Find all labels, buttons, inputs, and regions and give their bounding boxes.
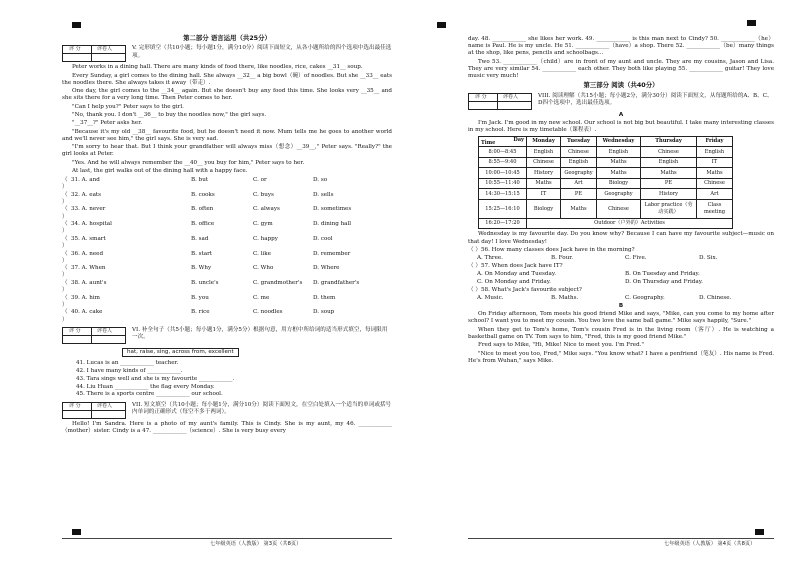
option: C. On Monday and Friday.: [477, 278, 551, 285]
answer-bracket: （ ）: [62, 265, 68, 279]
paragraph: Fred says to Mike, "Hi, Mike! Nice to meet you. I'm Fred.": [478, 342, 645, 349]
grader-label: 评卷人: [97, 46, 113, 53]
question: （ ）58. What's Jack's favourite subject?: [468, 286, 582, 293]
cloze-option: D. grandfather's: [313, 279, 360, 286]
cloze-option: D. cool: [313, 235, 333, 242]
paragraph: On Friday afternoon, Tom meets his good friend Mike and says, "Mike, can you come to my home after school? I want you to meet my cousin. You two love the same ball game." Mike says happily, "Sure.": [468, 311, 774, 325]
score-label: 评 分: [475, 93, 487, 100]
option: A. On Monday and Tuesday.: [477, 271, 557, 278]
answer-bracket: （ ）: [62, 177, 68, 191]
answer-bracket: （ ）: [62, 279, 68, 294]
paragraph: Every Sunday, a girl comes to the dining hall. She always __32__ a big bowl（碗）of noodles. But she __33__ eats the noodles there. She always takes it away（带走）.: [62, 72, 392, 86]
cloze-option: B. often: [191, 206, 214, 213]
cloze-option: C. buys: [253, 191, 274, 198]
paragraph: Wednesday is my favourite day. Do you know why? Because I can have my favourite subject—music on that day! I love Wednesday!: [468, 231, 774, 245]
cloze-option: C. noodles: [253, 309, 283, 316]
subject-cell: Biology: [597, 178, 641, 189]
part8-header: [468, 93, 774, 110]
answer-bracket: （ ）: [62, 294, 68, 308]
option: D. Chinese.: [699, 294, 732, 301]
subject-cell: Chinese: [697, 178, 733, 189]
subject-cell: IT: [697, 157, 733, 168]
paragraph: "Because it's my old __38__ favourite food, but he doesn't need it now. Mum tells me he goes to another world and we'll never see him," the girl says. She is very sad.: [62, 128, 392, 142]
subject-cell: Maths: [561, 199, 597, 218]
passage-label: A: [618, 111, 624, 118]
registration-mark: [72, 22, 81, 28]
cloze-option: B. you: [191, 294, 209, 301]
subject-cell: History: [527, 168, 561, 179]
subject-cell: Maths: [597, 157, 641, 168]
paragraph: "Nice to meet you too, Fred," Mike says. "You know what? I have a penfriend（笔友）. His name is Fred. He's from Wuhan," says Mike.: [468, 350, 774, 364]
answer-bracket: （ ）: [62, 221, 68, 235]
cloze-option: C. like: [253, 250, 271, 257]
subject-cell: Biology: [527, 199, 561, 218]
paragraph: Peter works in a dining hall. There are many kinds of food there, like noodles, rice, cakes __31__ soup.: [72, 64, 363, 71]
day-header: Wednesday: [597, 136, 641, 147]
option: C. Geography.: [625, 294, 665, 301]
subject-cell: Labor practice（劳动实践）: [641, 199, 697, 218]
subject-cell: History: [641, 189, 697, 200]
grader-label: 评卷人: [503, 93, 519, 100]
score-box: [468, 93, 532, 110]
cloze-option: B. Why: [191, 265, 212, 272]
grader-label: 评卷人: [97, 327, 113, 334]
part5-header: [62, 45, 392, 62]
option: B. On Tuesday and Friday.: [625, 271, 700, 278]
fill-item: 43. Tara sings well and she is my favourite ____________.: [76, 375, 235, 382]
cloze-option: B. rice: [191, 309, 210, 316]
fill-item: 44. Liu Huan ____________ the flag every Monday.: [76, 383, 215, 390]
option: D. Six.: [699, 255, 718, 262]
part8-heading: VIII. 阅读理解（共15小题；每小题2分，满分30分）阅读下面短文，从每题所给的A、B、C、D四个选项中，选出最佳选项。: [538, 92, 773, 107]
cloze-options: [62, 177, 392, 324]
subject-cell: English: [527, 147, 561, 158]
option: A. Three.: [477, 255, 504, 262]
subject-cell: IT: [527, 189, 561, 200]
subject-cell: Maths: [641, 168, 697, 179]
question-options: [468, 295, 774, 302]
score-label: 评 分: [69, 402, 81, 409]
subject-cell: PE: [561, 189, 597, 200]
page-footer: 七年级英语（人教版） 第3页（共8页）: [210, 541, 302, 548]
time-cell: 10:00—10:45: [479, 168, 527, 179]
cloze-option: D. sometimes: [313, 206, 352, 213]
subject-cell: Chinese: [561, 147, 597, 158]
option: B. Maths.: [551, 294, 579, 301]
option: D. On Thursday and Friday.: [625, 278, 703, 285]
time-cell: 8:00—8:45: [479, 147, 527, 158]
cloze-option: B. office: [191, 221, 215, 228]
cloze-option: C. gym: [253, 221, 273, 228]
part7-header: [62, 402, 392, 419]
paragraph: One day, the girl comes to the __34__ again. But she doesn't buy any food this time. She looks very __35__ and she sits there for a very long time. Then Peter comes to her.: [62, 88, 392, 102]
paragraph: Hello! I'm Sandra. Here is a photo of my aunt's family. This is Cindy. She is my aunt, my 46. ____________（mother）sister. Cindy is a 47. ____________（science）. She is very busy every: [62, 420, 392, 434]
option: C. Five.: [625, 255, 647, 262]
page4-column: [468, 36, 774, 366]
paragraph: "No, thank you. I don't __36__ to buy the noodles now," the girl says.: [72, 111, 267, 118]
cloze-option: C. happy: [253, 235, 278, 242]
part6-heading: VI. 补全句子（共5小题；每小题1分，满分5分）根据句意，用方框中所给词的适当形式填空，每词限用一次。: [132, 326, 388, 341]
footer-rule: [468, 538, 774, 539]
paragraph: "__37__?" Peter asks her.: [72, 120, 143, 127]
paragraph: When they get to Tom's home, Tom's cousin Fred is in the living room（客厅）. He is watching a basketball game on TV. Tom says to him, "Fred, this is my good friend Mike.": [468, 326, 774, 340]
subject-cell: Geography: [597, 189, 641, 200]
day-header: Monday: [527, 136, 561, 147]
cloze-option: 37. A. When: [71, 265, 106, 272]
fill-item: 42. I have many kinds of ____________.: [76, 367, 183, 374]
timetable-body: [479, 147, 733, 200]
subject-cell: PE: [641, 178, 697, 189]
passage-label: B: [618, 303, 624, 310]
question: （ ）57. When does Jack have IT?: [468, 263, 563, 270]
registration-mark: [747, 20, 756, 26]
subject-cell: Chinese: [641, 147, 697, 158]
paragraph: "Can I help you?" Peter says to the girl.: [72, 103, 184, 110]
cloze-option: D. so: [313, 177, 328, 184]
day-header: Thursday: [641, 136, 697, 147]
option: B. Four.: [551, 255, 574, 262]
timetable-row: [479, 157, 733, 168]
cloze-option: 33. A. never: [71, 206, 106, 213]
cloze-option: 34. A. hospital: [71, 221, 112, 228]
part7-heading: VII. 短文填空（共10小题；每小题1分，满分10分）阅读下面短文，在空白处填入一个适当的单词或括号内单词的正确形式（每空不多于两词）。: [132, 401, 392, 416]
timetable-row: [479, 178, 733, 189]
cloze-option: D. remember: [313, 250, 351, 257]
cloze-option: 40. A. cake: [71, 309, 103, 316]
score-box: [62, 327, 126, 344]
question-options: [468, 255, 774, 262]
question: （ ）56. How many classes does Jack have in the morning?: [468, 246, 635, 253]
paragraph: day. 48. ____________ she likes her work. 49. ____________ is this man next to Cindy? 50. ____________（he）name is Paul. He is my uncle. He 51. ____________（have）a shop. There 52. ____________（be）many things at the shop, like pens, pencils and schoolbags...: [468, 36, 774, 57]
timetable-row: [479, 199, 733, 218]
time-cell: 16:20—17:20: [479, 218, 527, 229]
answer-bracket: （ ）: [62, 191, 68, 205]
grader-label: 评卷人: [97, 402, 113, 409]
timetable-corner: [479, 136, 527, 147]
cloze-option: B. but: [191, 177, 209, 184]
cloze-option: B. uncle's: [191, 279, 219, 286]
registration-mark: [437, 22, 446, 28]
time-cell: 8:55—9:40: [479, 157, 527, 168]
subject-cell: Geography: [561, 168, 597, 179]
question-options: [468, 271, 774, 285]
cloze-passage: [62, 64, 392, 175]
fill-item: 45. There is a sports centre ____________ our school.: [76, 391, 223, 398]
answer-bracket: （ ）: [62, 235, 68, 250]
registration-mark: [72, 529, 81, 535]
paragraph: I'm Jack. I'm good in my new school. Our school is not big but beautiful. I take many interesting classes in my school. Here is my timetable（课程表）.: [468, 119, 774, 133]
cloze-option: D. dining hall: [313, 221, 352, 228]
cloze-option: C. Who: [253, 265, 274, 272]
section-title: 第二部分 语言运用（共25分）: [183, 34, 271, 42]
cloze-option: B. start: [191, 250, 213, 257]
section-title: 第三部分 阅读（共40分）: [583, 81, 659, 90]
day-header: Friday: [697, 136, 733, 147]
paragraph: Two 53. ____________（child）are in front of my aunt and uncle. They are my cousins, Jason and Lisa. They are very similar 54. ____________ each other. They both like playing 55. ____________ guitar! They love music very much!: [468, 58, 774, 79]
paragraph: "I'm sorry to hear that. But I think your grandfather will always miss（想念）__39__," Peter says. "Really?" the girl looks at Peter.: [62, 144, 392, 158]
subject-cell: English: [597, 147, 641, 158]
cloze-option: D. Where: [313, 265, 340, 272]
time-cell: 14:30—15:15: [479, 189, 527, 200]
time-cell: 10:55—11:40: [479, 178, 527, 189]
cloze-option: 39. A. him: [71, 294, 100, 301]
cloze-option: 35. A. smart: [71, 235, 106, 242]
subject-cell: Art: [697, 189, 733, 200]
timetable: [478, 136, 733, 230]
cloze-option: 32. A. eats: [71, 191, 102, 198]
answer-bracket: （ ）: [62, 250, 68, 264]
answer-bracket: （ ）: [62, 206, 68, 220]
part6-header: [62, 327, 392, 344]
score-label: 评 分: [69, 327, 81, 334]
subject-cell: English: [561, 157, 597, 168]
cloze-option: B. cooks: [191, 191, 215, 198]
cloze-option: C. or: [253, 177, 267, 184]
word-box: hat, raise, sing, across from, excellent: [122, 348, 239, 357]
subject-cell: English: [641, 157, 697, 168]
subject-cell: Chinese: [597, 199, 641, 218]
score-box: [62, 402, 126, 419]
cloze-option: 36. A. need: [71, 250, 104, 257]
subject-cell: Maths: [527, 178, 561, 189]
paragraph: At last, the girl walks out of the dining hall with a happy face.: [72, 167, 248, 174]
timetable-row: [479, 218, 733, 229]
corner-time: Time: [481, 139, 496, 146]
cloze-option: B. sad: [191, 235, 209, 242]
activity-cell: Outdoor（户外的）Activities: [527, 218, 733, 229]
timetable-row: [479, 168, 733, 179]
page3-column: [62, 33, 392, 436]
subject-cell: Maths: [597, 168, 641, 179]
subject-cell: Maths: [697, 168, 733, 179]
cloze-option: 31. A. and: [71, 177, 100, 184]
cloze-option: D. soup: [313, 309, 335, 316]
time-cell: 15:25—16:10: [479, 199, 527, 218]
score-label: 评 分: [69, 46, 81, 53]
cloze-option: C. always: [253, 206, 280, 213]
answer-bracket: （ ）: [62, 309, 68, 323]
timetable-row: [479, 189, 733, 200]
cloze-option: C. grandmother's: [253, 279, 303, 286]
part5-heading: V. 完形填空（共10小题；每小题1分，满分10分）阅读下面短文，从各小题所给的四个选项中选出最佳选项。: [132, 45, 392, 59]
subject-cell: Chinese: [527, 157, 561, 168]
corner-day: Day: [513, 136, 524, 143]
paragraph: "Yes. And he will always remember the __40__ you buy for him," Peter says to her.: [72, 159, 305, 166]
timetable-row: [479, 147, 733, 158]
page-footer: 七年级英语（人教版） 第4页（共8页）: [664, 541, 756, 548]
subject-cell: English: [697, 147, 733, 158]
cloze-option: 38. A. aunt's: [71, 279, 107, 286]
cloze-option: D. them: [313, 294, 336, 301]
option: A. Music.: [477, 294, 504, 301]
subject-cell: Class meeting: [697, 199, 733, 218]
fill-item: 41. Lucas is an ____________ teacher.: [76, 359, 179, 366]
cloze-option: D. sells: [313, 191, 334, 198]
day-header: Tuesday: [561, 136, 597, 147]
score-box: [62, 45, 126, 62]
footer-rule: [62, 538, 392, 539]
subject-cell: Art: [561, 178, 597, 189]
cloze-option: C. me: [253, 294, 270, 301]
registration-mark: [755, 529, 764, 535]
